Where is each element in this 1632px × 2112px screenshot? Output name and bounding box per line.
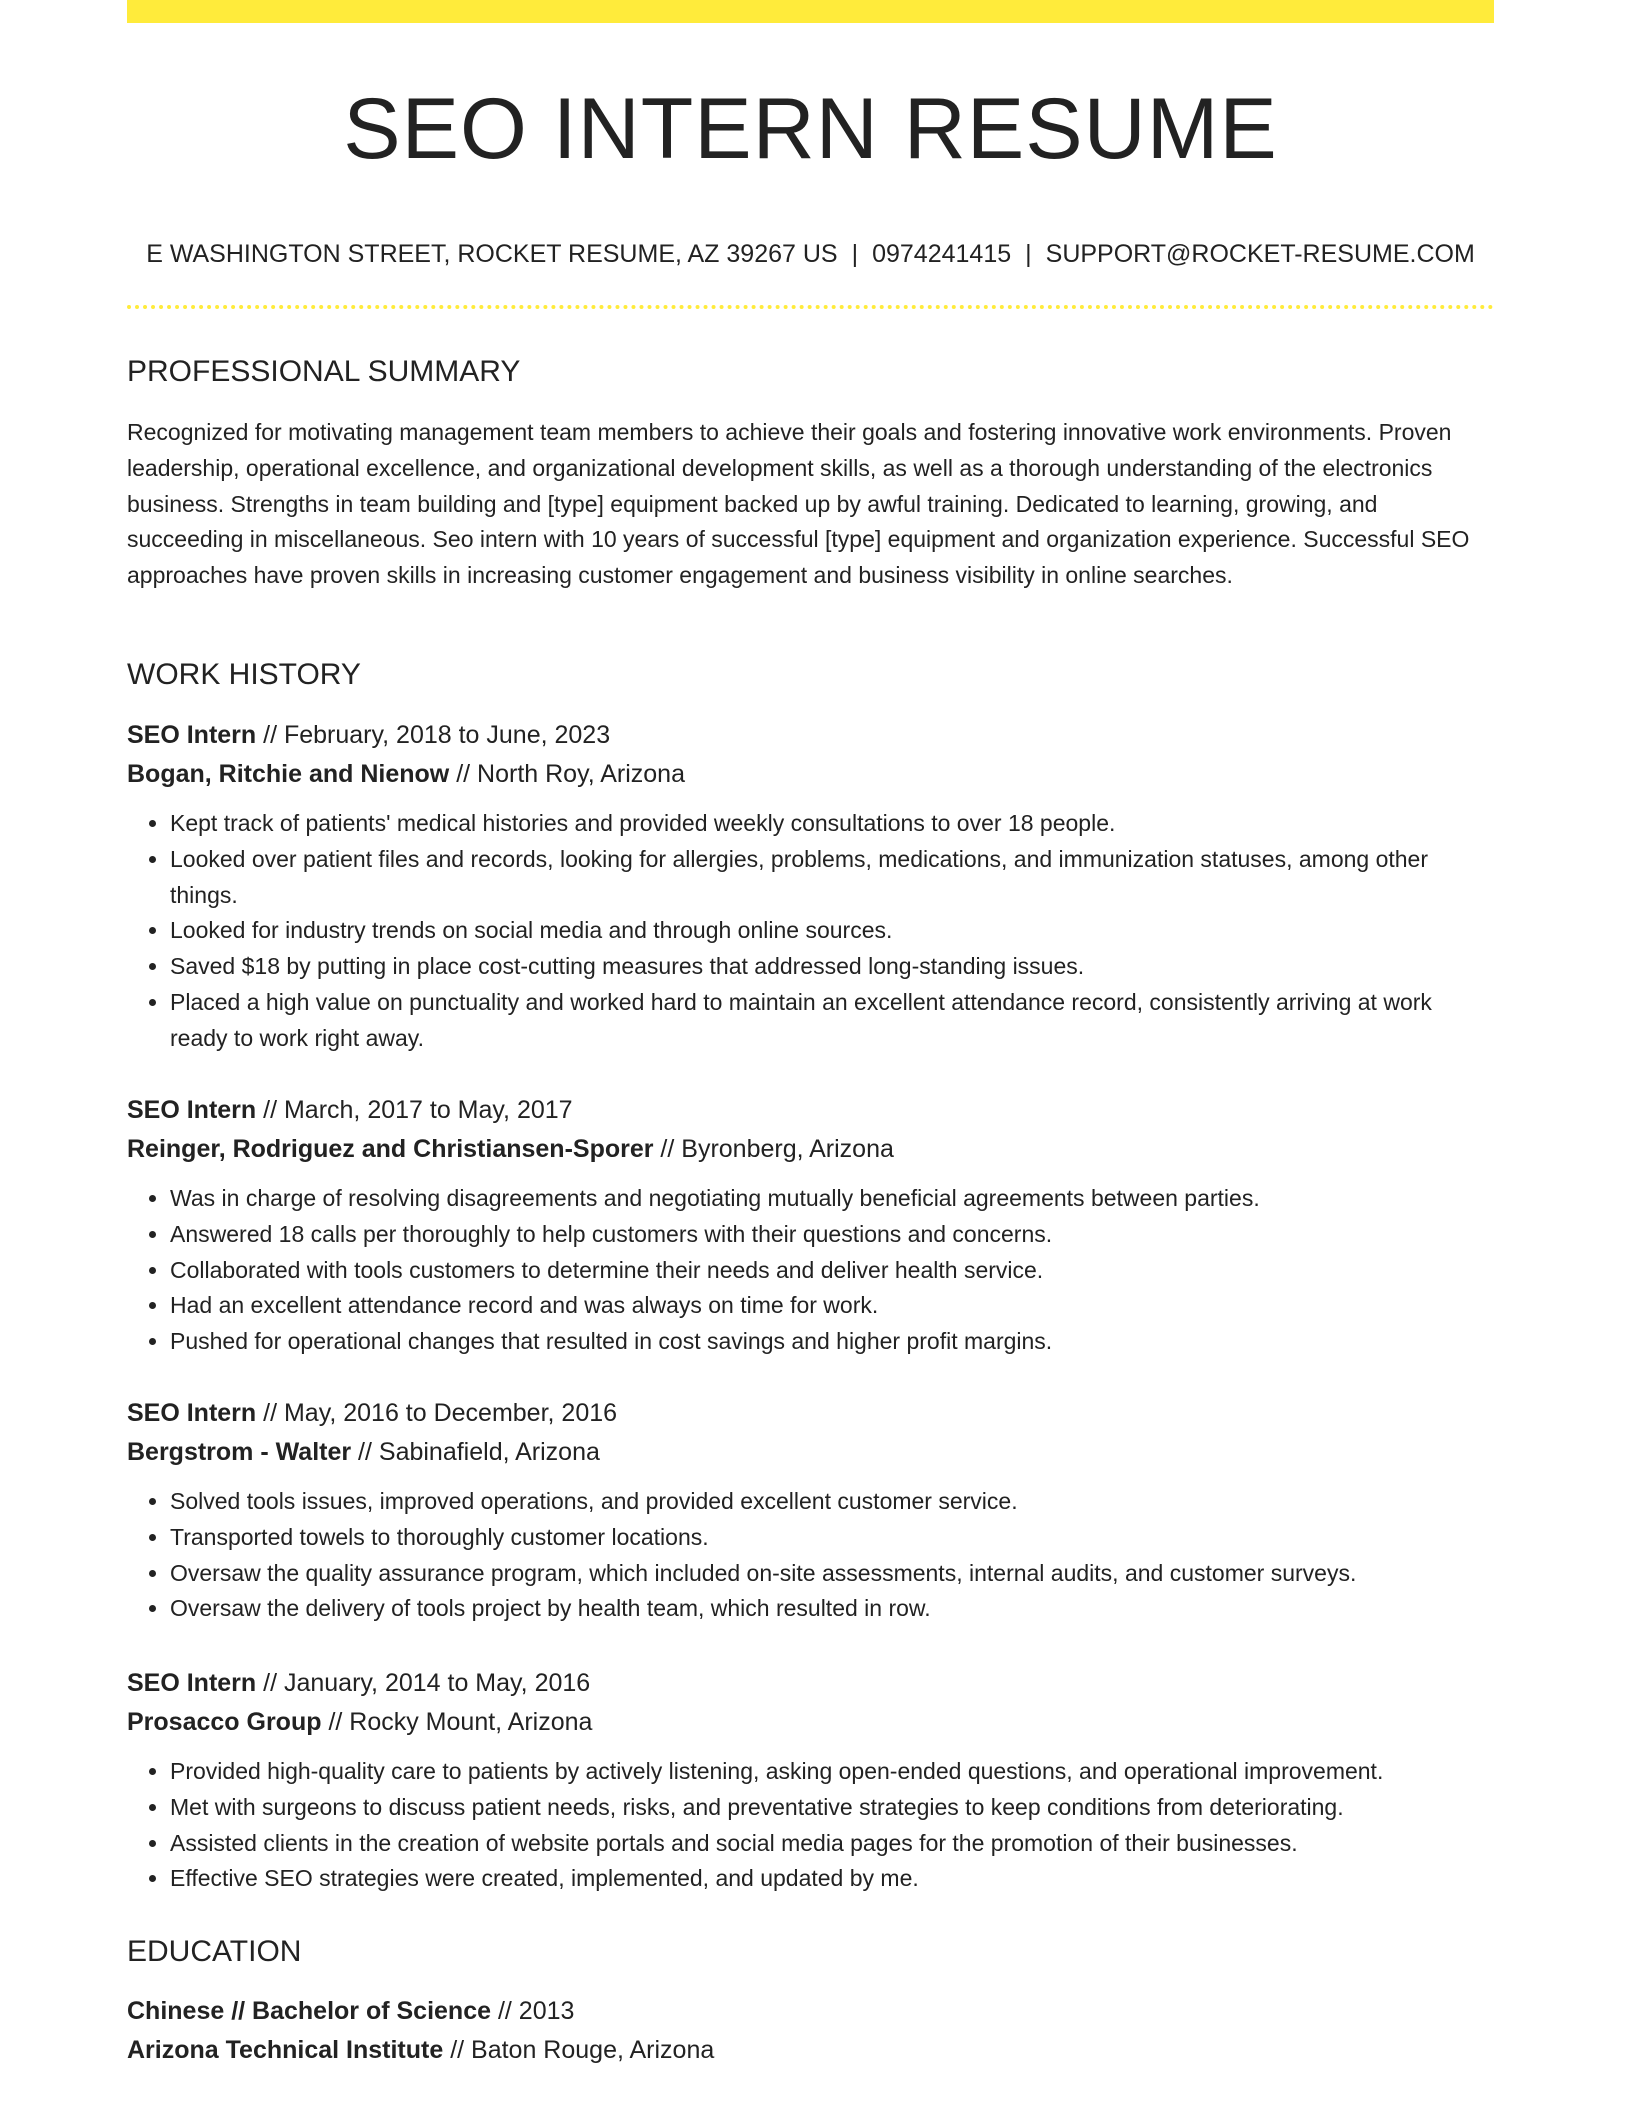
job-entry: [127, 716, 1494, 1057]
job-location: // Rocky Mount, Arizona: [321, 1708, 593, 1736]
job-title: SEO Intern: [127, 1096, 257, 1124]
job-bullet: • Placed a high value on punctuality and worked hard to maintain an excellent attendance record, consistently arriving at work ready to work right away.: [170, 985, 1494, 1057]
job-bullets: [127, 1754, 1494, 1897]
job-bullet: • Oversaw the delivery of tools project by health team, which resulted in row.: [170, 1591, 1494, 1627]
contact-separator: |: [851, 240, 859, 268]
job-bullet: • Effective SEO strategies were created, implemented, and updated by me.: [170, 1861, 1494, 1897]
summary-heading: PROFESSIONAL SUMMARY: [127, 355, 521, 388]
job-entry: [127, 1394, 1494, 1627]
job-bullet: • Was in charge of resolving disagreements and negotiating mutually beneficial agreements between parties.: [170, 1181, 1494, 1217]
job-dates: // February, 2018 to June, 2023: [256, 721, 611, 749]
resume-title: SEO INTERN RESUME: [343, 81, 1278, 177]
job-bullet: • Answered 18 calls per thoroughly to help customers with their questions and concerns.: [170, 1217, 1494, 1253]
job-company-line: [127, 755, 1494, 794]
work-history-heading: WORK HISTORY: [127, 658, 361, 691]
accent-bar: [127, 0, 1494, 23]
job-bullet: • Kept track of patients' medical histories and provided weekly consultations to over 18 people.: [170, 806, 1494, 842]
education-school-line: [127, 2031, 1494, 2070]
job-dates: // March, 2017 to May, 2017: [256, 1096, 573, 1124]
job-bullet: • Had an excellent attendance record and was always on time for work.: [170, 1288, 1494, 1324]
job-title-line: [127, 1091, 1494, 1130]
contact-email: SUPPORT@ROCKET-RESUME.COM: [1045, 240, 1475, 268]
contact-phone: 0974241415: [872, 240, 1012, 268]
job-title-line: [127, 1394, 1494, 1433]
job-entry: [127, 1664, 1494, 1897]
dotted-divider: [127, 305, 1494, 309]
job-dates: // January, 2014 to May, 2016: [256, 1669, 591, 1697]
job-location: // Byronberg, Arizona: [653, 1135, 894, 1163]
job-location: // North Roy, Arizona: [449, 760, 685, 788]
job-company: Bergstrom - Walter: [127, 1438, 352, 1466]
job-company-line: [127, 1130, 1494, 1169]
job-company-line: [127, 1433, 1494, 1472]
job-bullet: • Solved tools issues, improved operations, and provided excellent customer service.: [170, 1484, 1494, 1520]
job-bullet: • Oversaw the quality assurance program, which included on-site assessments, internal audits, and customer surveys.: [170, 1556, 1494, 1592]
contact-line: [127, 236, 1494, 272]
job-title-line: [127, 1664, 1494, 1703]
contact-address: E WASHINGTON STREET, ROCKET RESUME, AZ 39267 US: [146, 240, 838, 268]
education-degree-line: [127, 1992, 1494, 2031]
job-bullet: • Looked over patient files and records, looking for allergies, problems, medications, and immunization statuses, among other things.: [170, 842, 1494, 914]
job-dates: // May, 2016 to December, 2016: [256, 1399, 618, 1427]
job-title: SEO Intern: [127, 1669, 257, 1697]
job-bullet: • Looked for industry trends on social media and through online sources.: [170, 913, 1494, 949]
job-title: SEO Intern: [127, 1399, 257, 1427]
job-bullets: [127, 806, 1494, 1057]
education-entry: [127, 1992, 1494, 2070]
job-location: // Sabinafield, Arizona: [351, 1438, 600, 1466]
job-bullet: • Met with surgeons to discuss patient needs, risks, and preventative strategies to keep conditions from deteriorating.: [170, 1790, 1494, 1826]
education-location: // Baton Rouge, Arizona: [443, 2036, 715, 2064]
education-degree: Chinese // Bachelor of Science: [127, 1997, 492, 2025]
job-title-line: [127, 716, 1494, 755]
summary-text: Recognized for motivating management team members to achieve their goals and fostering innovative work environments. Proven leadership, operational excellence, and organizational development skills, as well as a thorough understanding of the electronics business. Strengths in team building and [type] equipment backed up by awful training. Dedicated to learning, growing, and succeeding in miscellaneous. Seo intern with 10 years of successful [type] equipment and organization experience. Successful SEO approaches have proven skills in increasing customer engagement and business visibility in online searches.: [127, 419, 1470, 589]
job-company: Bogan, Ritchie and Nienow: [127, 760, 450, 788]
job-bullet: • Saved $18 by putting in place cost-cutting measures that addressed long-standing issues.: [170, 949, 1494, 985]
job-bullet: • Pushed for operational changes that resulted in cost savings and higher profit margins.: [170, 1324, 1494, 1360]
job-bullets: [127, 1181, 1494, 1360]
job-bullet: • Collaborated with tools customers to determine their needs and deliver health service.: [170, 1253, 1494, 1289]
job-bullet: • Provided high-quality care to patients by actively listening, asking open-ended questions, and operational improvement.: [170, 1754, 1494, 1790]
job-bullet: • Transported towels to thoroughly customer locations.: [170, 1520, 1494, 1556]
job-company: Reinger, Rodriguez and Christiansen-Sporer: [127, 1135, 654, 1163]
education-school: Arizona Technical Institute: [127, 2036, 444, 2064]
job-company-line: [127, 1703, 1494, 1742]
contact-separator: |: [1025, 240, 1032, 268]
job-title: SEO Intern: [127, 721, 257, 749]
education-year: // 2013: [491, 1997, 575, 2025]
education-heading: EDUCATION: [127, 1935, 302, 1968]
job-bullets: [127, 1484, 1494, 1627]
job-bullet: • Assisted clients in the creation of website portals and social media pages for the promotion of their businesses.: [170, 1826, 1494, 1862]
job-entry: [127, 1091, 1494, 1360]
job-company: Prosacco Group: [127, 1708, 322, 1736]
